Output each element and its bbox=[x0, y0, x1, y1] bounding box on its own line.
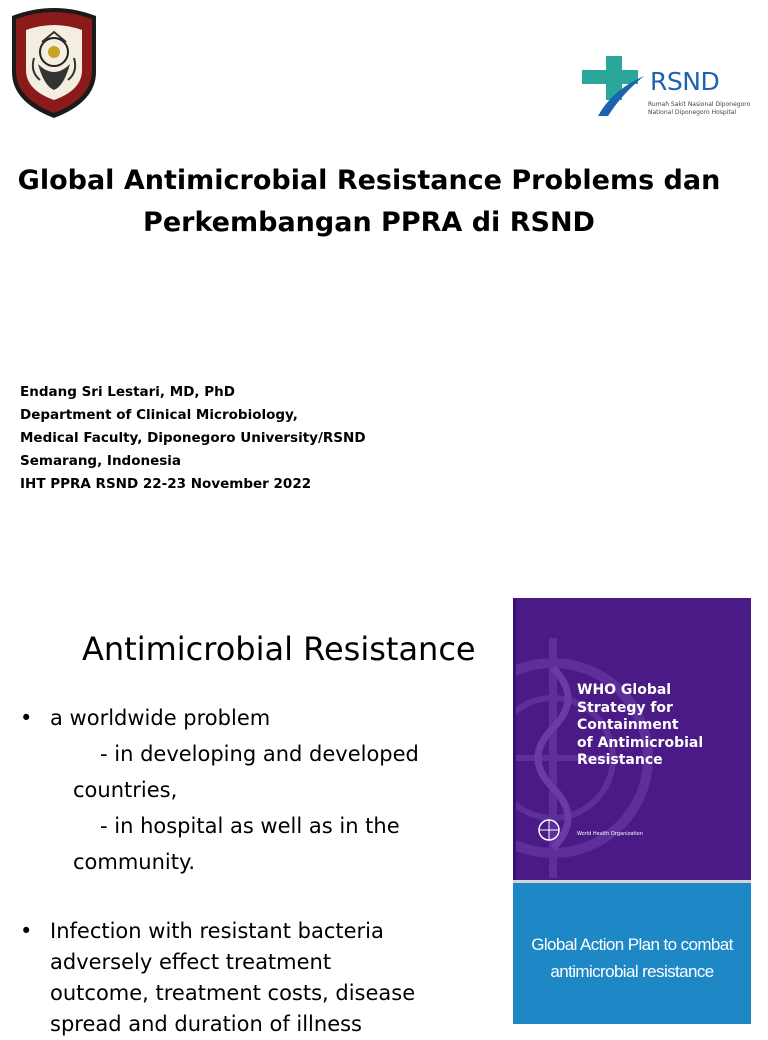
list-item bbox=[20, 700, 490, 880]
global-action-plan-cover bbox=[513, 880, 751, 1024]
rsnd-subtitle-line1: Rumah Sakit Nasional Diponegoro bbox=[648, 101, 751, 108]
gap-cover-title bbox=[513, 931, 751, 985]
sub-point-line: countries, bbox=[73, 778, 178, 802]
author-department: Department of Clinical Microbiology, bbox=[20, 407, 298, 423]
author-faculty: Medical Faculty, Diponegoro University/RSND bbox=[20, 430, 366, 446]
gap-cover-title-line: Global Action Plan to combat bbox=[531, 935, 733, 954]
rsnd-logo-text: RSND bbox=[650, 67, 720, 96]
who-strategy-cover bbox=[513, 598, 751, 880]
slide-title bbox=[0, 160, 738, 244]
who-cover-title-line: Strategy for bbox=[577, 699, 673, 716]
who-cover-title-line: WHO Global bbox=[577, 682, 672, 698]
sub-point-line: community. bbox=[73, 850, 196, 874]
bullet-text: a worldwide problem bbox=[50, 706, 271, 730]
author-block bbox=[20, 381, 366, 496]
who-organization-label: World Health Organization bbox=[577, 831, 643, 837]
author-name: Endang Sri Lestari, MD, PhD bbox=[20, 384, 235, 400]
slide-title-line1: Global Antimicrobial Resistance Problems dan bbox=[17, 165, 721, 196]
slide-title-line2: Perkembangan PPRA di RSND bbox=[143, 207, 595, 238]
bullet-marker: • bbox=[20, 919, 33, 943]
bullet-text-line: adversely effect treatment bbox=[50, 950, 332, 974]
bullet-marker: • bbox=[20, 706, 33, 730]
gap-cover-title-line: antimicrobial resistance bbox=[550, 962, 714, 981]
bullet-list bbox=[20, 700, 490, 1040]
undip-seal-logo bbox=[4, 2, 104, 120]
who-cover-title bbox=[577, 682, 703, 770]
event-info: IHT PPRA RSND 22-23 November 2022 bbox=[20, 476, 312, 492]
author-location: Semarang, Indonesia bbox=[20, 453, 182, 469]
bullet-text-line: spread and duration of illness bbox=[50, 1012, 362, 1036]
who-cover-title-line: Containment bbox=[577, 717, 679, 733]
rsnd-subtitle-line2: National Diponegoro Hospital bbox=[648, 109, 737, 116]
who-cover-title-line: of Antimicrobial bbox=[577, 734, 704, 751]
bullet-text-line: Infection with resistant bacteria bbox=[50, 919, 384, 943]
list-item bbox=[20, 916, 490, 1040]
content-slide bbox=[0, 576, 768, 1036]
bullet-text-line: outcome, treatment costs, disease bbox=[50, 981, 416, 1005]
sub-point-line: - in hospital as well as in the bbox=[100, 814, 400, 838]
slide-heading: Antimicrobial Resistance bbox=[82, 630, 476, 668]
who-cover-title-line: Resistance bbox=[577, 752, 663, 768]
sub-point-line: - in developing and developed bbox=[100, 742, 419, 766]
